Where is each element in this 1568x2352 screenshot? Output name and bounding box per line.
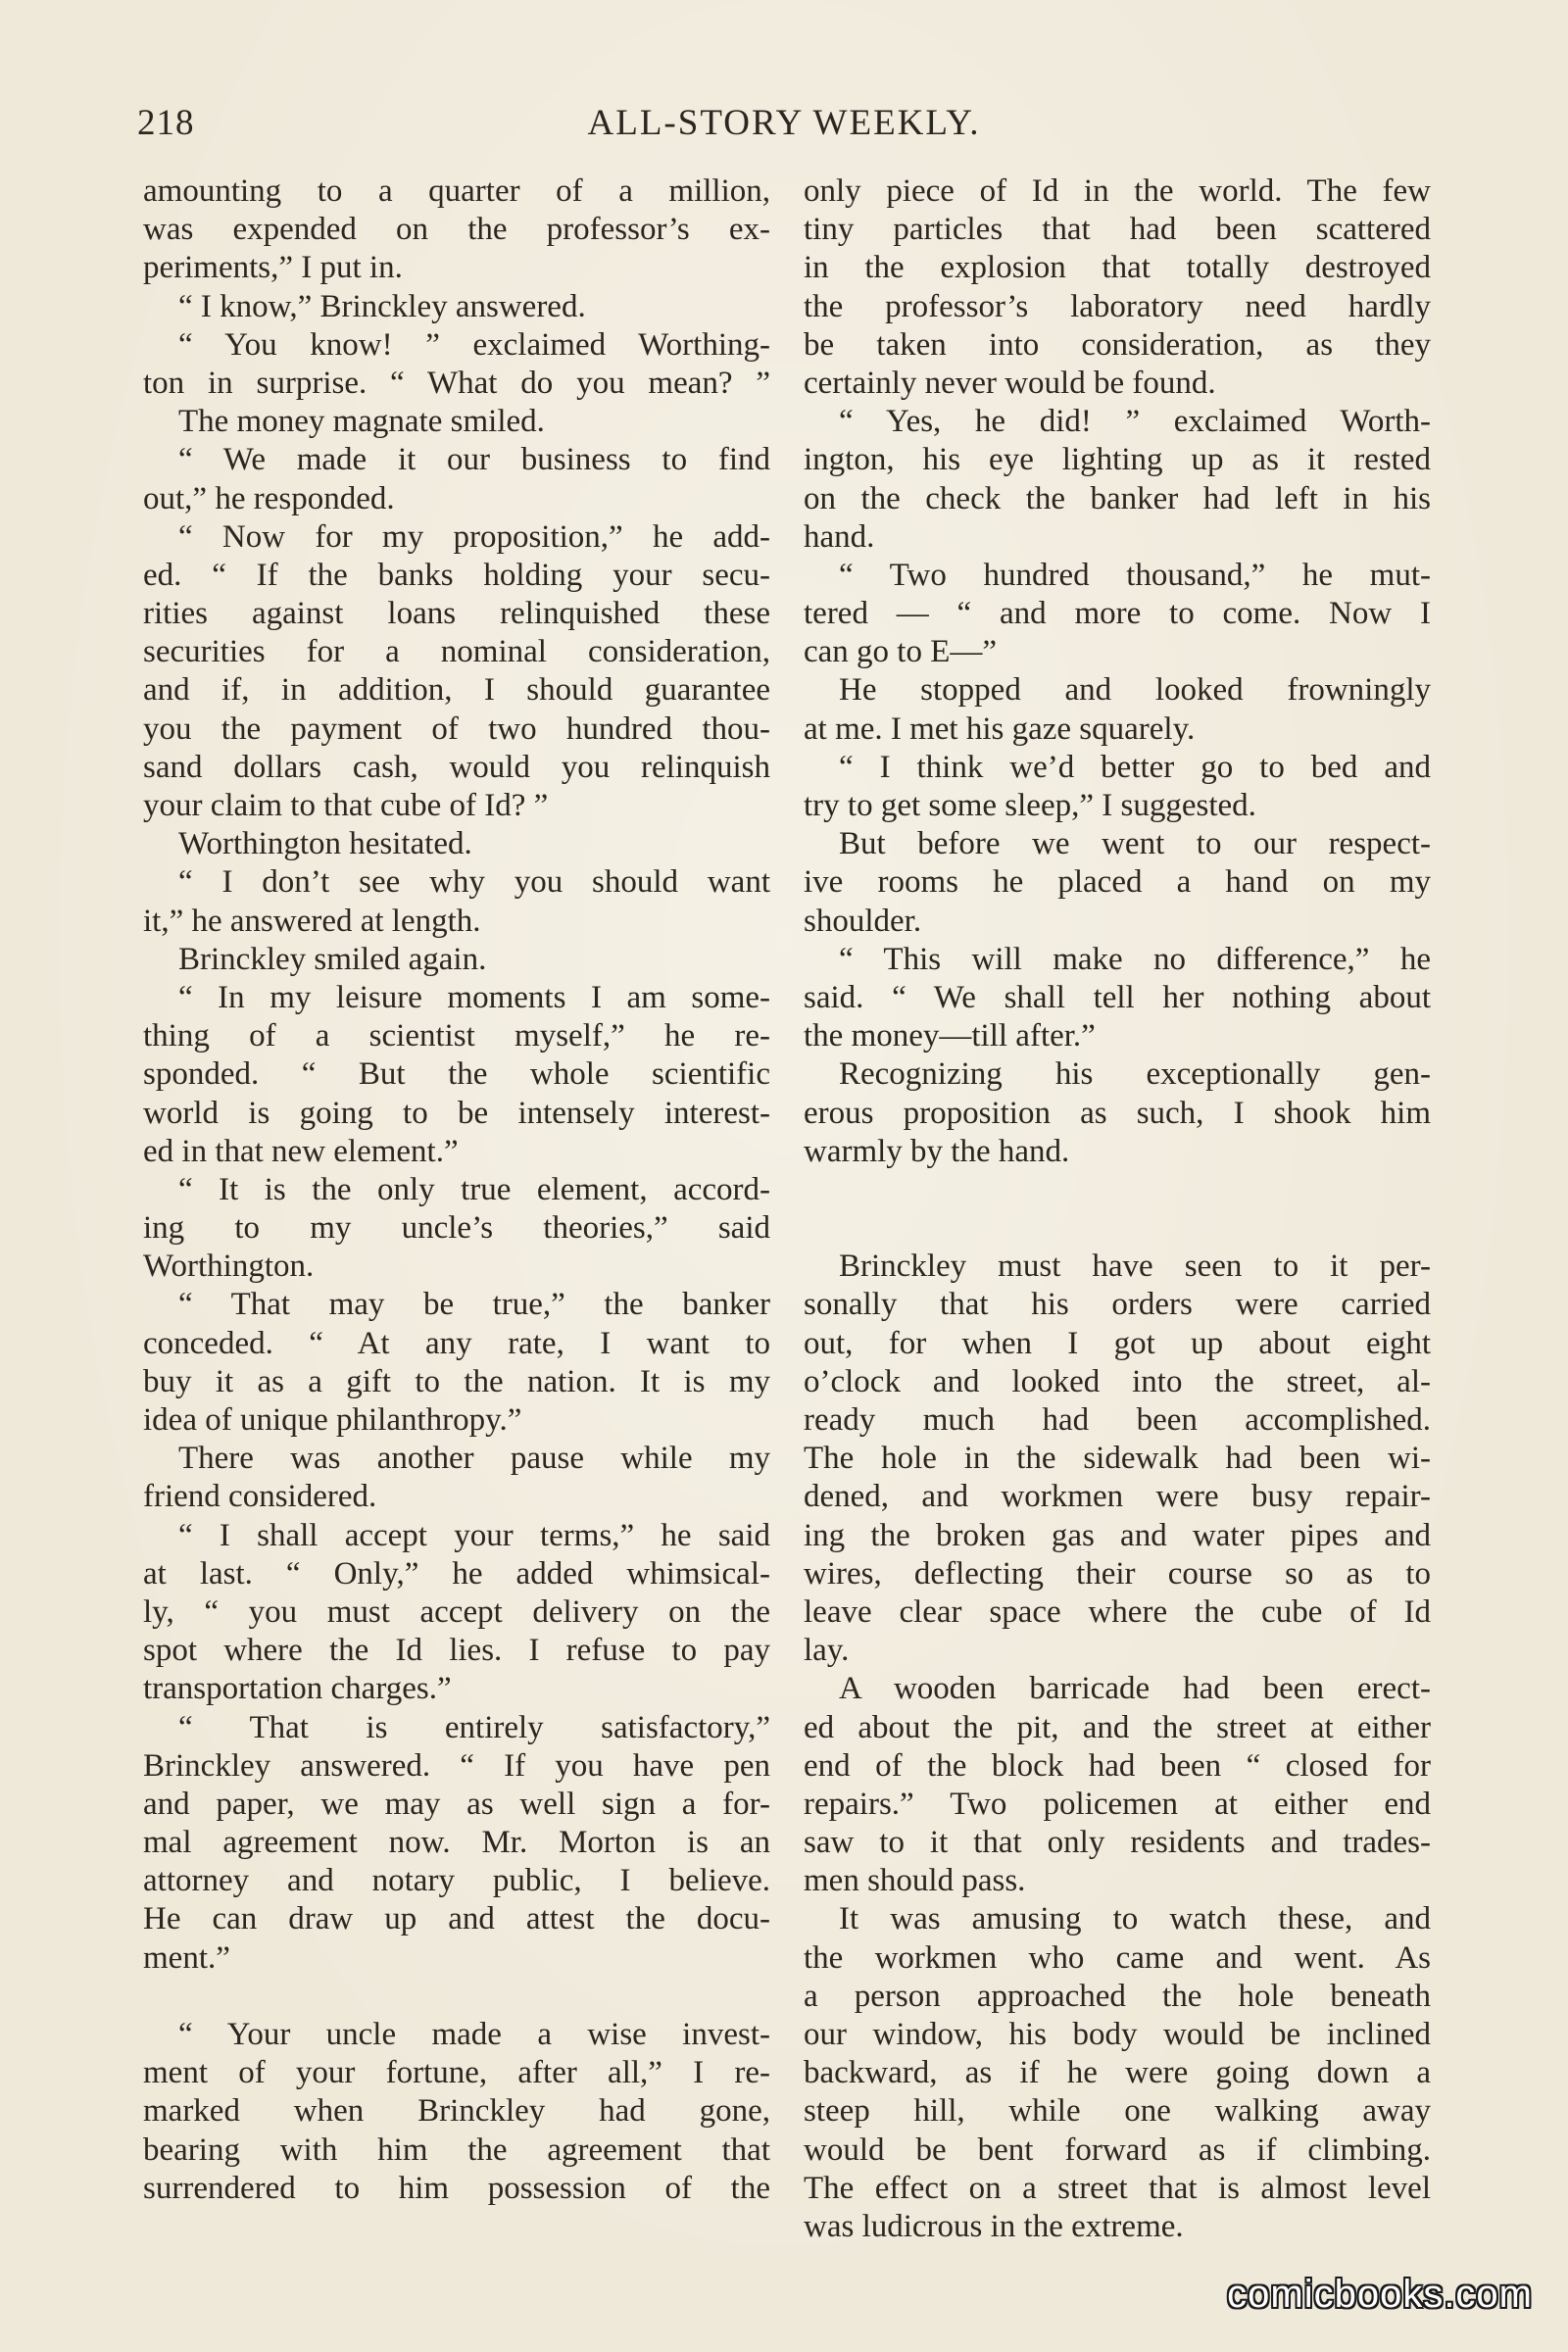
text-line: mal agreement now. Mr. Morton is an <box>143 1825 770 1861</box>
text-line: “ I know,” Brinckley answered. <box>178 288 586 324</box>
text-line: erous proposition as such, I shook him <box>804 1095 1431 1131</box>
text-line: and if, in addition, I should guarantee <box>143 672 770 709</box>
text-line: Recognizing his exceptionally gen- <box>839 1056 1431 1093</box>
text-line: “ Now for my proposition,” he add- <box>178 518 770 555</box>
text-line: conceded. “ At any rate, I want to <box>143 1325 770 1361</box>
section-break <box>143 1978 770 2016</box>
text-line: sponded. “ But the whole scientific <box>143 1056 770 1093</box>
text-line: try to get some sleep,” I suggested. <box>804 788 1256 823</box>
text-line: tiny particles that had been scattered <box>804 212 1431 248</box>
left-column <box>143 172 770 2208</box>
text-line: certainly never would be found. <box>804 365 1216 401</box>
text-line: was expended on the professor’s ex- <box>143 212 770 248</box>
text-line: The money magnate smiled. <box>178 404 545 440</box>
text-line: tered — “ and more to come. Now I <box>804 596 1431 632</box>
text-line: ment.” <box>143 1939 230 1976</box>
text-line: “ That is entirely satisfactory,” <box>178 1709 770 1745</box>
text-line: marked when Brinckley had gone, <box>143 2093 770 2130</box>
text-line: out,” he responded. <box>143 480 395 516</box>
text-line: the workmen who came and went. As <box>804 1939 1431 1976</box>
text-line: “ You know! ” exclaimed Worthing- <box>178 326 770 363</box>
text-line: was ludicrous in the extreme. <box>804 2208 1184 2244</box>
text-line: only piece of Id in the world. The few <box>804 173 1431 209</box>
text-line: amounting to a quarter of a million, <box>143 173 770 209</box>
text-line: our window, his body would be inclined <box>804 2017 1431 2052</box>
text-line: “ Your uncle made a wise invest- <box>178 2017 770 2052</box>
text-line: on the check the banker had left in his <box>804 480 1431 516</box>
text-line: “ In my leisure moments I am some- <box>178 979 770 1015</box>
text-line: the professor’s laboratory need hardly <box>804 288 1431 324</box>
text-line: out, for when I got up about eight <box>804 1325 1431 1361</box>
text-line: “ Two hundred thousand,” he mut- <box>839 557 1431 593</box>
text-line: bearing with him the agreement that <box>143 2132 770 2168</box>
text-line: buy it as a gift to the nation. It is my <box>143 1363 770 1399</box>
text-line: lay. <box>804 1633 850 1669</box>
text-line: Worthington hesitated. <box>178 826 472 862</box>
text-line: wires, deflecting their course so as to <box>804 1555 1431 1592</box>
text-line: your claim to that cube of Id? ” <box>143 788 549 823</box>
text-line: Brinckley answered. “ If you have pen <box>143 1747 770 1784</box>
text-line: said. “ We shall tell her nothing about <box>804 979 1431 1015</box>
text-line: periments,” I put in. <box>143 250 403 286</box>
text-line: steep hill, while one walking away <box>804 2093 1431 2130</box>
text-line: ed. “ If the banks holding your secu- <box>143 557 770 593</box>
text-line: securities for a nominal consideration, <box>143 634 770 670</box>
running-title: ALL-STORY WEEKLY. <box>587 103 981 143</box>
text-line: Brinckley smiled again. <box>178 941 487 977</box>
text-line: warmly by the hand. <box>804 1133 1070 1169</box>
text-line: hand. <box>804 518 875 555</box>
text-line: The effect on a street that is almost level <box>804 2170 1431 2206</box>
text-line: But before we went to our respect- <box>839 826 1431 862</box>
text-line: at me. I met his gaze squarely. <box>804 710 1196 747</box>
text-line: ed about the pit, and the street at either <box>804 1709 1431 1745</box>
text-line: “ I shall accept your terms,” he said <box>178 1517 770 1553</box>
text-line: men should pass. <box>804 1863 1026 1899</box>
text-line: “ That may be true,” the banker <box>178 1287 770 1323</box>
text-line: repairs.” Two policemen at either end <box>804 1786 1431 1822</box>
text-line: thing of a scientist myself,” he re- <box>143 1018 770 1054</box>
text-line: ready much had been accomplished. <box>804 1402 1431 1438</box>
text-line: ington, his eye lighting up as it rested <box>804 442 1431 478</box>
text-line: dened, and workmen were busy repair- <box>804 1479 1431 1515</box>
text-line: and paper, we may as well sign a for- <box>143 1786 770 1822</box>
text-line: A wooden barricade had been erect- <box>839 1671 1431 1707</box>
text-line: shoulder. <box>804 903 922 939</box>
text-line: “ Yes, he did! ” exclaimed Worth- <box>839 404 1431 440</box>
text-line: sand dollars cash, would you relinquish <box>143 749 770 785</box>
text-line: rities against loans relinquished these <box>143 596 770 632</box>
text-line: would be bent forward as if climbing. <box>804 2132 1431 2168</box>
text-line: transportation charges.” <box>143 1671 452 1707</box>
section-break <box>804 1209 1431 1248</box>
text-line: sonally that his orders were carried <box>804 1287 1431 1323</box>
text-line: friend considered. <box>143 1479 377 1515</box>
text-line: The hole in the sidewalk had been wi- <box>804 1441 1431 1477</box>
text-line: ton in surprise. “ What do you mean? ” <box>143 365 770 401</box>
text-line: There was another pause while my <box>178 1441 770 1477</box>
text-line: backward, as if he were going down a <box>804 2055 1431 2091</box>
text-line: “ We made it our business to find <box>178 442 770 478</box>
text-line: Worthington. <box>143 1249 315 1285</box>
text-line: “ I think we’d better go to bed and <box>839 749 1431 785</box>
text-line: ing the broken gas and water pipes and <box>804 1517 1431 1553</box>
text-line: world is going to be intensely interest- <box>143 1095 770 1131</box>
text-line: spot where the Id lies. I refuse to pay <box>143 1633 770 1669</box>
text-line: a person approached the hole beneath <box>804 1978 1431 2014</box>
text-line: saw to it that only residents and trades- <box>804 1825 1431 1861</box>
section-break <box>804 1171 1431 1209</box>
text-line: be taken into consideration, as they <box>804 326 1431 363</box>
page-header <box>137 102 1431 151</box>
text-line: at last. “ Only,” he added whimsical- <box>143 1555 770 1592</box>
text-line: ment of your fortune, after all,” I re- <box>143 2055 770 2091</box>
text-line: ed in that new element.” <box>143 1133 459 1169</box>
text-line: attorney and notary public, I believe. <box>143 1863 770 1899</box>
text-line: surrendered to him possession of the <box>143 2170 770 2206</box>
text-line: idea of unique philanthropy.” <box>143 1402 522 1438</box>
text-line: leave clear space where the cube of Id <box>804 1593 1431 1630</box>
text-line: ive rooms he placed a hand on my <box>804 864 1431 901</box>
text-line: He stopped and looked frowningly <box>839 672 1431 709</box>
text-line: in the explosion that totally destroyed <box>804 250 1431 286</box>
text-line: the money—till after.” <box>804 1018 1096 1054</box>
text-line: Brinckley must have seen to it per- <box>839 1249 1431 1285</box>
text-line: “ It is the only true element, accord- <box>178 1171 770 1207</box>
page-number: 218 <box>137 103 195 143</box>
text-line: you the payment of two hundred thou- <box>143 710 770 747</box>
text-line: o’clock and looked into the street, al- <box>804 1363 1431 1399</box>
text-line: ly, “ you must accept delivery on the <box>143 1593 770 1630</box>
text-line: it,” he answered at length. <box>143 903 481 939</box>
text-line: “ I don’t see why you should want <box>178 864 770 901</box>
watermark: comicbooks.com <box>1227 2273 1533 2316</box>
right-column <box>804 172 1431 2246</box>
text-line: ing to my uncle’s theories,” said <box>143 1210 770 1247</box>
text-line: He can draw up and attest the docu- <box>143 1901 770 1937</box>
text-line: “ This will make no difference,” he <box>839 941 1431 977</box>
text-line: end of the block had been “ closed for <box>804 1747 1431 1784</box>
text-line: It was amusing to watch these, and <box>839 1901 1431 1937</box>
text-line: can go to E—” <box>804 634 998 670</box>
